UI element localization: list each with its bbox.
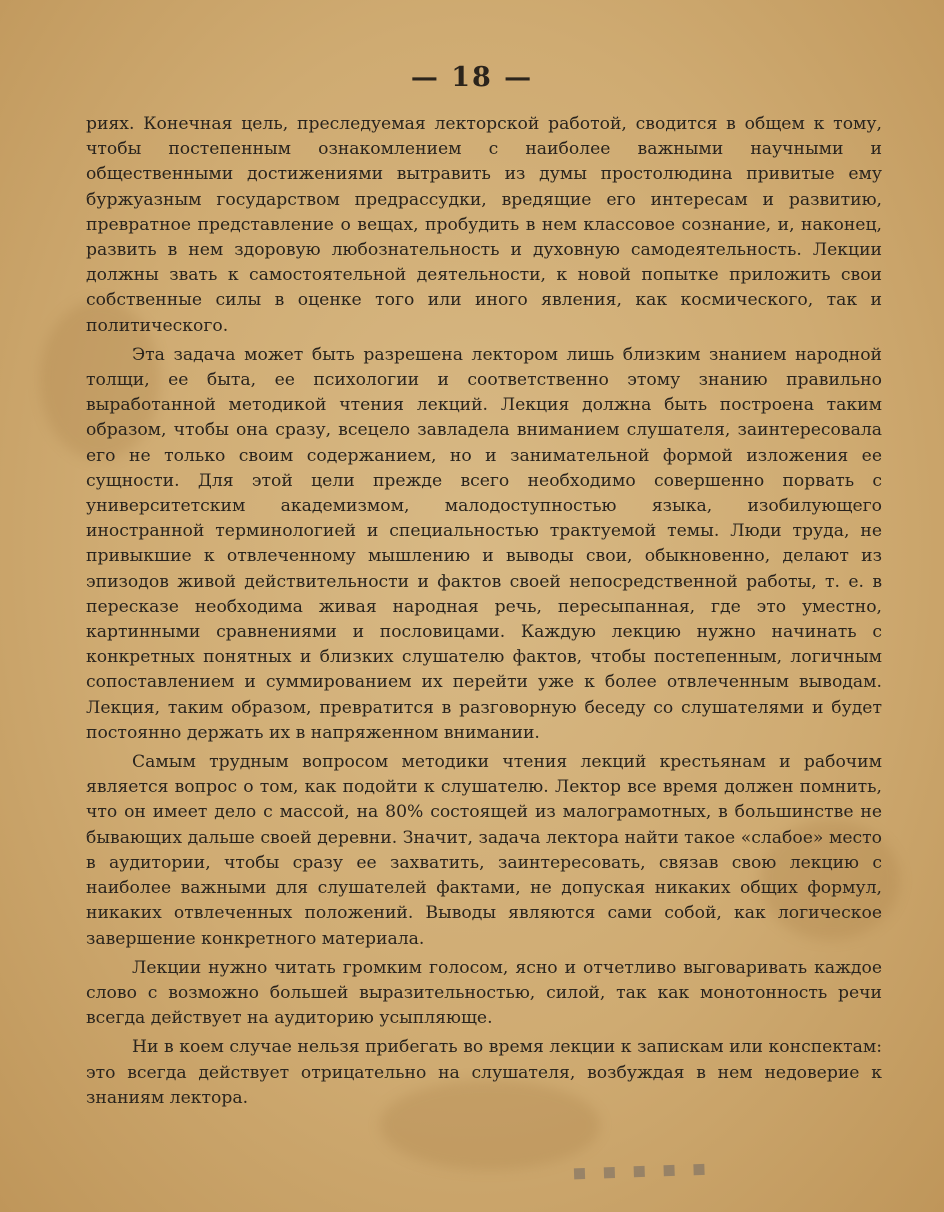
paragraph-4: Лекции нужно читать громким голосом, ясно и отчетливо выговаривать каждое слово с возможно большей выразительностью, силой, так как монотонность речи всегда действует на аудиторию усыпляюще. (86, 957, 882, 1029)
body-text (86, 112, 882, 1111)
paragraph-2: Эта задача может быть разрешена лектором лишь близким знанием народной толщи, ее быта, ее психологии и соответственно этому знанию правильно выработанной методикой чтения лекций. Лекция должна быть построена таким образом, чтобы она сразу, всецело завладела вниманием слушателя, заинтересовала его не только своим содержанием, но и занимательной формой изложения ее сущности. Для этой цели прежде всего необходимо совершенно порвать с университетским академизмом, малодоступностью языка, изобилующего иностранной терминологией и специальностью трактуемой темы. Люди труда, не привыкшие к отвлеченному мышлению и выводы свои, обыкновенно, делают из эпизодов живой действительности и фактов своей непосредственной работы, т. е. в пересказе необходима живая народная речь, пересыпанная, где это уместно, картинными сравнениями и пословицами. Каждую лекцию нужно начинать с конкретных понятных и близких слушателю фактов, чтобы постепенным, логичным сопоставлением и суммированием их перейти уже к более отвлеченным выводам. Лекция, таким образом, превратится в разговорную беседу со слушателями и будет постоянно держать их в напряженном внимании. (86, 344, 882, 743)
paragraph-1: риях. Конечная цель, преследуемая лекторской работой, сводится в общем к тому, чтобы постепенным ознакомлением с наиболее важными научными и общественными достижениями вытравить из думы простолюдина привитые ему буржуазным государством предрассудки, вредящие его интересам и развитию, превратное представление о вещах, пробудить в нем классовое сознание, и, наконец, развить в нем здоровую любознательность и духовную самодеятельность. Лекции должны звать к самостоятельной деятельности, к новой попытке приложить свои собственные силы в оценке того или иного явления, как космического, так и политического. (86, 114, 882, 336)
faded-library-stamp: ▪ ▪ ▪ ▪ ▪ (571, 1155, 711, 1186)
paragraph-3: Самым трудным вопросом методики чтения лекций крестьянам и рабочим является вопрос о том, как подойти к слушателю. Лектор все время должен помнить, что он имеет дело с массой, на 80% состоящей из малограмотных, в большинстве не бывающих дальше своей деревни. Значит, задача лектора найти такое «слабое» место в аудитории, чтобы сразу ее захватить, заинтересовать, связав свою лекцию с наиболее важными для слушателей фактами, не допуская никаких общих формул, никаких отвлеченных положений. Выводы являются сами собой, как логическое завершение конкретного материала. (86, 752, 882, 949)
page-number: — 18 — (410, 62, 534, 93)
paragraph-5: Ни в коем случае нельзя прибегать во время лекции к запискам или конспектам: это всегда действует отрицательно на слушателя, возбуждая в нем недоверие к знаниям лектора. (86, 1037, 882, 1108)
